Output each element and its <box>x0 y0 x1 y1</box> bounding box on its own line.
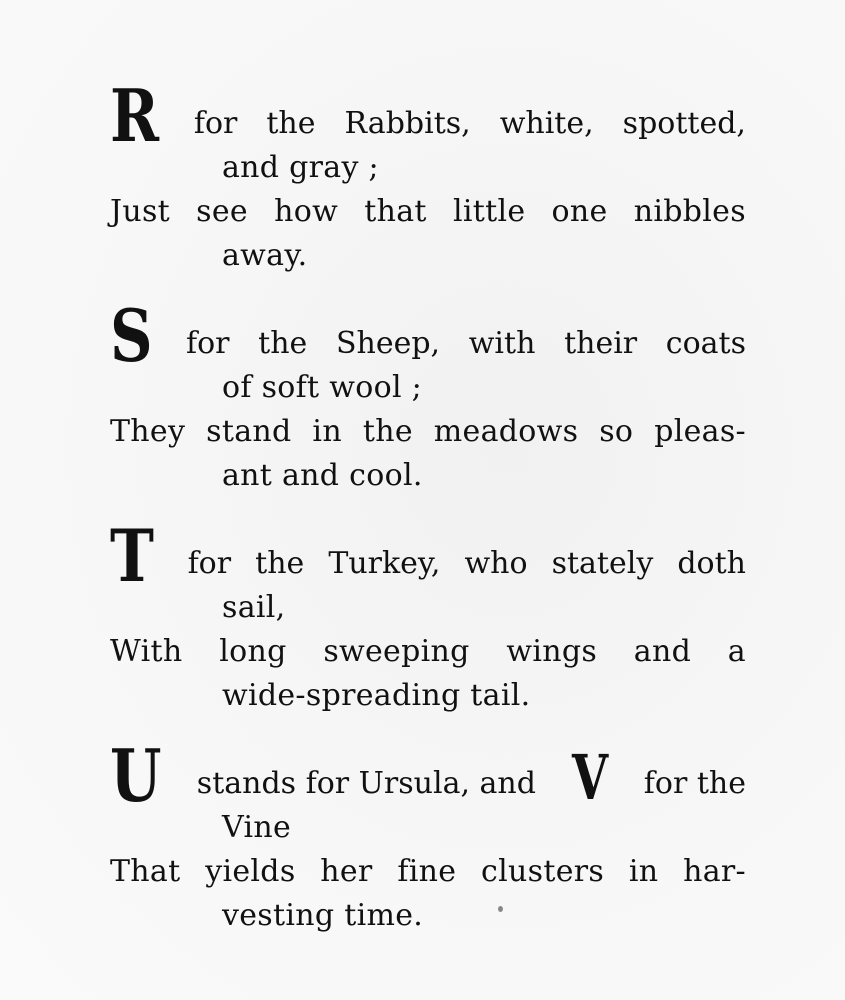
verse-word: har- <box>683 854 746 889</box>
verse-word: for <box>193 106 238 141</box>
drop-cap: T <box>110 513 154 598</box>
verse-word: for <box>186 326 230 361</box>
verse-word: stand <box>206 414 292 449</box>
verse-word: the <box>362 414 413 449</box>
verse-word: that <box>364 194 427 229</box>
verse-word: for <box>187 546 232 581</box>
verse-line <box>188 542 746 586</box>
verse-word: the <box>266 106 316 141</box>
verse-line: and gray ; <box>222 150 379 185</box>
inline-cap: V <box>571 741 608 814</box>
verse-line: sail, <box>222 590 286 625</box>
verse-line: vesting time. <box>222 898 424 933</box>
verse-word: Sheep, <box>335 326 441 361</box>
verse-word: yields <box>205 854 296 889</box>
verse-word: a <box>727 634 746 669</box>
verse-word: one <box>551 194 608 229</box>
verse-word: the <box>255 546 305 581</box>
drop-cap: R <box>110 73 160 158</box>
verse-fragment: for the <box>643 766 746 801</box>
stanza-u-v <box>110 733 746 938</box>
verse-line: ant and cool. <box>222 458 423 493</box>
stanza-t <box>110 513 746 718</box>
verse-line <box>110 190 746 234</box>
verse-word: coats <box>665 326 746 361</box>
verse-word: pleas- <box>654 414 746 449</box>
verse-word: in <box>312 414 342 449</box>
verse-line <box>110 850 746 894</box>
verse-word: how <box>274 194 339 229</box>
stanza-first-line <box>110 513 746 598</box>
verse-word: doth <box>677 546 746 581</box>
verse-line: away. <box>222 238 308 273</box>
verse-word: Just <box>110 194 170 229</box>
print-speck <box>498 906 503 912</box>
verse-word: in <box>628 854 659 889</box>
verse-line: Vine <box>222 810 292 845</box>
verse-line <box>186 322 746 366</box>
verse-word: They <box>110 414 186 449</box>
stanza-s <box>110 293 746 498</box>
verse-word: meadows <box>433 414 579 449</box>
verse-word: white, <box>499 106 594 141</box>
verse-word: Turkey, <box>328 546 441 581</box>
verse-word: the <box>258 326 308 361</box>
verse-word: stately <box>551 546 654 581</box>
verse-word: see <box>196 194 248 229</box>
verse-line <box>110 630 746 674</box>
verse-line <box>110 410 746 454</box>
drop-cap: U <box>110 733 162 818</box>
verse-line <box>196 741 746 814</box>
verse-word: clusters <box>481 854 605 889</box>
verse-word: fine <box>397 854 457 889</box>
verse-word: their <box>564 326 638 361</box>
verse-line: wide-spreading tail. <box>222 678 531 713</box>
verse-word: With <box>110 634 183 669</box>
stanza-first-line <box>110 733 746 818</box>
verse-fragment: stands for Ursula, and <box>196 766 536 801</box>
verse-word: little <box>452 194 526 229</box>
drop-cap: S <box>110 293 153 378</box>
verse-word: nibbles <box>633 194 746 229</box>
verse-word: who <box>464 546 528 581</box>
stanza-first-line <box>110 293 746 378</box>
verse-line: of soft wool ; <box>222 370 423 405</box>
verse-word: so <box>599 414 634 449</box>
verse-word: spotted, <box>622 106 746 141</box>
verse-word: her <box>320 854 373 889</box>
verse-word: That <box>110 854 181 889</box>
stanza-first-line <box>110 73 746 158</box>
verse-word: sweeping <box>323 634 470 669</box>
verse-word: long <box>219 634 287 669</box>
verse-word: and <box>633 634 692 669</box>
stanza-r <box>110 73 746 278</box>
verse-word: Rabbits, <box>344 106 471 141</box>
verse-line <box>194 102 746 146</box>
verse-word: wings <box>506 634 598 669</box>
verse-word: with <box>468 326 536 361</box>
